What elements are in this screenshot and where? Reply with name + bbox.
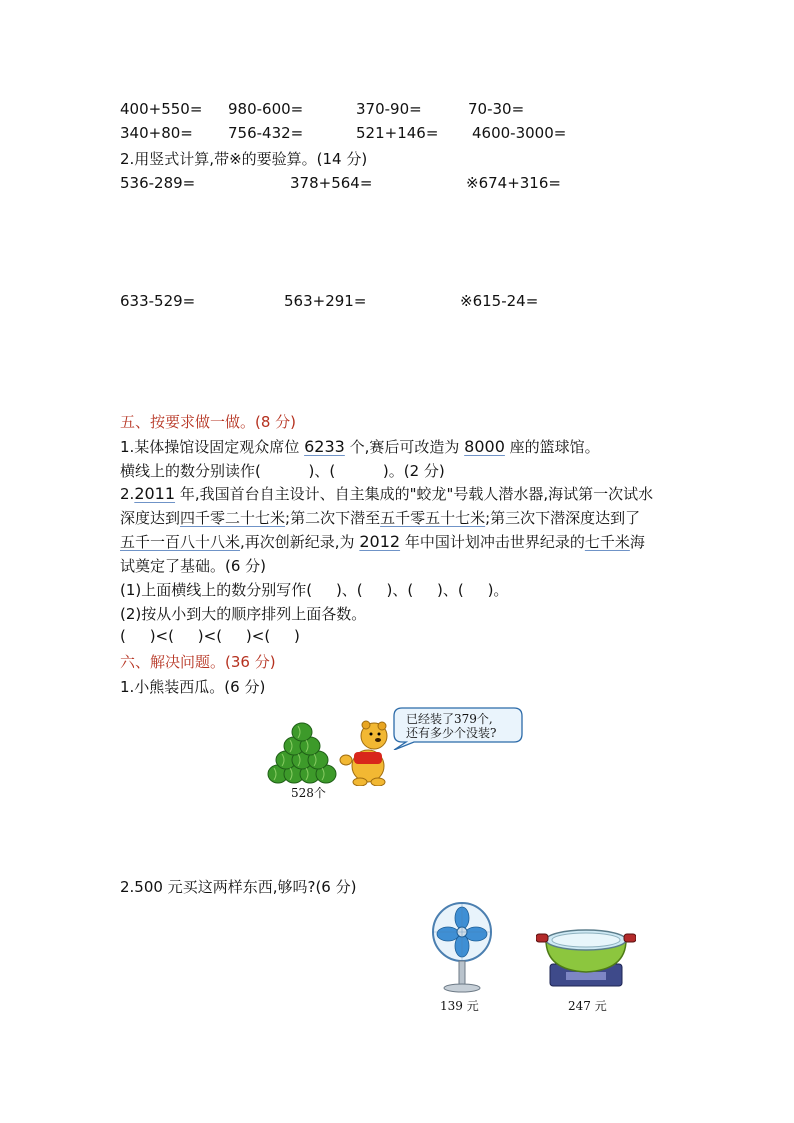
text: ;第三次下潜深度达到了 (485, 509, 641, 527)
paragraph-line (120, 436, 600, 457)
text: 年中国计划冲击世界纪录的 (404, 533, 585, 551)
underlined-number: 四千零二十七米 (180, 509, 286, 527)
paragraph-line (120, 531, 645, 552)
watermelon-pile-illustration (266, 718, 346, 784)
calc-item: 400+550= (120, 100, 203, 118)
underlined-number: 2012 (359, 532, 401, 551)
calc-item: 980-600= (228, 100, 304, 118)
fan-illustration (430, 900, 494, 994)
text: 深度达到 (120, 509, 181, 527)
order-blanks: ( )<( )<( )<( ) (120, 627, 300, 645)
text: ;第二次下潜至 (285, 509, 381, 527)
fan-price-label: 139 元 (440, 999, 479, 1013)
question-title: 2.用竖式计算,带※的要验算。(14 分) (120, 150, 368, 168)
underlined-number: 五千零五十七米 (380, 509, 486, 527)
text: 座的篮球馆。 (509, 438, 600, 456)
section-heading: 六、解决问题。(36 分) (120, 653, 276, 671)
bubble-line-1: 已经装了379个, (406, 712, 493, 726)
paragraph-line (120, 483, 653, 504)
calc-item: 4600-3000= (472, 124, 567, 142)
underlined-number: 2011 (134, 484, 176, 503)
text: 1.某体操馆设固定观众席位 (120, 438, 300, 456)
underlined-number: 8000 (464, 437, 505, 456)
sub-question: (2)按从小到大的顺序排列上面各数。 (120, 605, 367, 623)
vertical-calc-item: 536-289= (120, 174, 196, 192)
text: 海 (629, 533, 645, 551)
melon-count-label: 528个 (291, 786, 326, 800)
bubble-line-2: 还有多少个没装? (406, 726, 497, 740)
vertical-calc-item: 633-529= (120, 292, 196, 310)
question-title: 1.小熊装西瓜。(6 分) (120, 678, 266, 696)
paragraph-line (120, 507, 640, 528)
section-heading: 五、按要求做一做。(8 分) (120, 413, 297, 431)
vertical-calc-item: 378+564= (290, 174, 373, 192)
calc-item: 70-30= (468, 100, 525, 118)
text: 2. (120, 485, 135, 503)
text: ,再次创新纪录,为 (240, 533, 355, 551)
calc-item: 340+80= (120, 124, 193, 142)
underlined-number: 七千米 (584, 533, 630, 551)
text: 年,我国首台自主设计、自主集成的"蛟龙"号载人潜水器,海试第一次试水 (179, 485, 654, 503)
underlined-number: 6233 (304, 437, 345, 456)
vertical-calc-item: 563+291= (284, 292, 367, 310)
calc-item: 521+146= (356, 124, 439, 142)
sub-question: (1)上面横线上的数分别写作( )、( )、( )、( )。 (120, 581, 509, 599)
text: 个,赛后可改造为 (349, 438, 460, 456)
vertical-calc-item: ※674+316= (466, 174, 561, 192)
paragraph-line: 横线上的数分别读作( )、( )。(2 分) (120, 462, 445, 480)
pot-price-label: 247 元 (568, 999, 607, 1013)
vertical-calc-item: ※615-24= (460, 292, 539, 310)
speech-bubble (388, 702, 528, 750)
paragraph-line: 试奠定了基础。(6 分) (120, 557, 267, 575)
calc-item: 370-90= (356, 100, 422, 118)
question-title: 2.500 元买这两样东西,够吗?(6 分) (120, 878, 357, 896)
pot-illustration (536, 920, 636, 990)
underlined-number: 五千一百八十八米 (120, 533, 241, 551)
calc-item: 756-432= (228, 124, 304, 142)
